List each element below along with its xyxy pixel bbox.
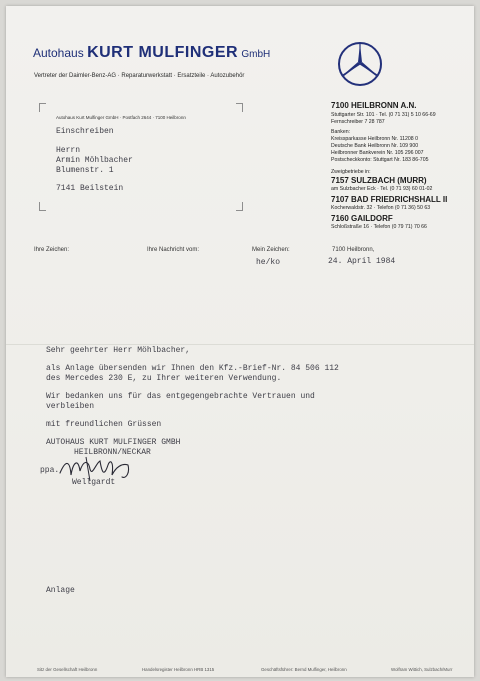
paragraph-2-line-1: Wir bedanken uns für das entgegengebrachte Vertrauen und — [46, 392, 315, 401]
window-corner-br — [236, 202, 243, 211]
ihre-zeichen-label: Ihre Zeichen: — [34, 247, 70, 253]
enclosure-note: Anlage — [46, 586, 75, 595]
company-prefix: Autohaus — [33, 46, 84, 60]
recipient-street: Blumenstr. 1 — [56, 166, 114, 175]
hq-city: 7100 HEILBRONN A.N. — [331, 101, 417, 110]
window-corner-bl — [39, 202, 46, 211]
ppa-label: ppa. — [40, 466, 60, 475]
company-tagline: Vertreter der Daimler-Benz-AG · Reparaturwerkstatt · Ersatzteile · Autozubehör — [34, 73, 245, 79]
company-name — [33, 44, 270, 62]
bank-1: Kreissparkasse Heilbronn Nr. 11208 0 — [331, 136, 418, 142]
recipient-title: Herrn — [56, 146, 81, 155]
footer-register: Handelsregister Heilbronn HRB 1315 — [142, 667, 215, 672]
company-suffix: GmbH — [241, 49, 271, 60]
paragraph-1-line-2: des Mercedes 230 E, zu Ihrer weiteren Verwendung. — [46, 374, 282, 383]
branch-2-address: Kocherwaldstr. 32 · Telefon (0 71 36) 50 63 — [331, 205, 431, 211]
mercedes-star-logo — [336, 40, 384, 88]
window-corner-tl — [39, 103, 46, 112]
signature-city: HEILBRONN/NECKAR — [74, 448, 151, 457]
closing: mit freundlichen Grüssen — [46, 420, 162, 429]
footer-managing-director: Geschäftsführer: Bernd Mulfinger, Heilbronn — [261, 667, 347, 672]
reference-code: he/ko — [256, 258, 281, 267]
signature-company: AUTOHAUS KURT MULFINGER GMBH — [46, 438, 181, 447]
bank-4: Postscheckkonto: Stuttgart Nr. 183 86-705 — [331, 157, 429, 163]
window-corner-tr — [236, 103, 243, 112]
place-label: 7100 Heilbronn, — [332, 247, 375, 253]
delivery-method: Einschreiben — [56, 127, 114, 136]
hq-telex: Fernschreiber 7 28 787 — [331, 119, 385, 125]
ihre-nachricht-label: Ihre Nachricht vom: — [147, 247, 200, 253]
bank-2: Deutsche Bank Heilbronn Nr. 109 900 — [331, 143, 419, 149]
paragraph-1-line-1: als Anlage übersenden wir Ihnen den Kfz.-Brief-Nr. 84 506 112 — [46, 364, 339, 373]
branches-label: Zweigbetriebe in: — [331, 169, 371, 175]
sender-return-line: Autohaus Kurt Mulfinger GmbH · Postfach 2644 · 7100 Heilbronn — [56, 115, 186, 120]
footer-managing-director-2: Wolfram Wittich, Sulzbach/Murr — [391, 667, 453, 672]
salutation: Sehr geehrter Herr Möhlbacher, — [46, 346, 191, 355]
bank-3: Heilbronner Bankverein Nr. 105 296 007 — [331, 150, 424, 156]
fold-line — [6, 344, 474, 345]
branch-3-address: Schloßstraße 16 · Telefon (0 79 71) 70 66 — [331, 224, 427, 230]
hq-address: Stuttgarter Str. 101 · Tel. (0 71 31) 5 10 66-69 — [331, 112, 436, 118]
branch-1-address: am Sulzbacher Eck · Tel. (0 71 93) 60 01-02 — [331, 186, 433, 192]
branch-2-city: 7107 BAD FRIEDRICHSHALL II — [331, 195, 448, 204]
letter-page — [6, 6, 474, 677]
letter-date: 24. April 1984 — [328, 257, 396, 266]
footer-seat: Sitz der Gesellschaft Heilbronn — [37, 667, 98, 672]
company-main-name: KURT MULFINGER — [87, 44, 239, 61]
mein-zeichen-label: Mein Zeichen: — [252, 247, 290, 253]
branch-3-city: 7160 GAILDORF — [331, 214, 393, 223]
recipient-name: Armin Möhlbacher — [56, 156, 133, 165]
banks-label: Banken: — [331, 129, 351, 135]
recipient-city: 7141 Beilstein — [56, 184, 124, 193]
branch-1-city: 7157 SULZBACH (MURR) — [331, 176, 427, 185]
signer-name: Wellgardt — [72, 478, 116, 487]
paragraph-2-line-2: verbleiben — [46, 402, 95, 411]
